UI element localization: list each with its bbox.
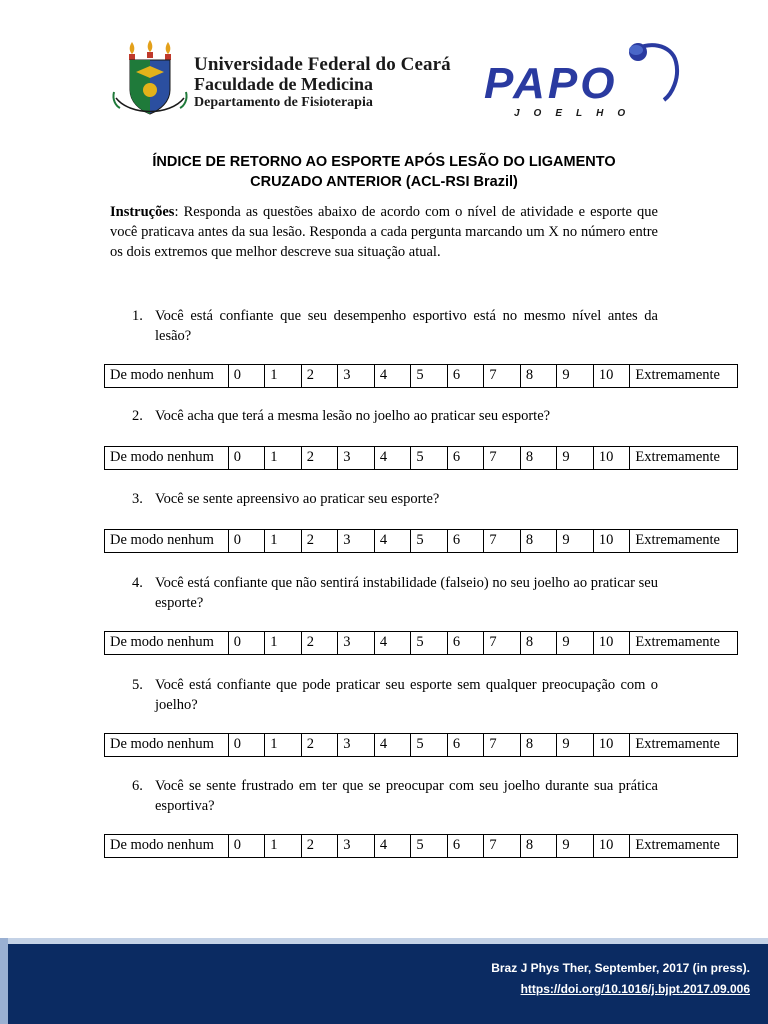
scale-option-1[interactable]: 1 [265,447,302,470]
scale-option-3[interactable]: 3 [338,632,375,655]
doi-link[interactable]: https://doi.org/10.1016/j.bjpt.2017.09.006 [520,982,750,996]
scale-option-8[interactable]: 8 [520,632,557,655]
scale-option-7[interactable]: 7 [484,365,521,388]
scale-option-6[interactable]: 6 [447,365,484,388]
scale-option-2[interactable]: 2 [301,447,338,470]
scale-row [105,447,738,470]
papo-joelho-logo [482,38,682,118]
ufc-crest-icon [110,40,190,120]
scale-option-9[interactable]: 9 [557,835,594,858]
scale-option-7[interactable]: 7 [484,447,521,470]
question-text: Você se sente frustrado em ter que se preocupar com seu joelho durante sua prática esportiva? [155,778,658,814]
faculty-name: Faculdade de Medicina [194,74,373,94]
scale-right-label: Extremamente [630,632,738,655]
papo-logo-subtext: JOELHO [514,108,640,118]
question-number: 2. [132,408,143,424]
scale-option-5[interactable]: 5 [411,835,448,858]
scale-option-6[interactable]: 6 [447,835,484,858]
scale-option-1[interactable]: 1 [265,632,302,655]
title-line-1: ÍNDICE DE RETORNO AO ESPORTE APÓS LESÃO DO LIGAMENTO [152,154,616,170]
scale-option-6[interactable]: 6 [447,632,484,655]
scale-option-0[interactable]: 0 [228,835,265,858]
question-3 [132,489,658,509]
scale-option-2[interactable]: 2 [301,530,338,553]
scale-option-3[interactable]: 3 [338,447,375,470]
scale-option-10[interactable]: 10 [593,530,630,553]
scale-option-2[interactable]: 2 [301,835,338,858]
scale-option-9[interactable]: 9 [557,632,594,655]
scale-option-2[interactable]: 2 [301,632,338,655]
question-text: Você está confiante que não sentirá instabilidade (falseio) no seu joelho ao praticar seu esporte? [155,575,658,611]
question-5 [132,675,658,715]
scale-option-1[interactable]: 1 [265,530,302,553]
scale-right-label: Extremamente [630,835,738,858]
scale-option-5[interactable]: 5 [411,365,448,388]
scale-option-1[interactable]: 1 [265,835,302,858]
instructions-paragraph [110,202,658,262]
scale-option-8[interactable]: 8 [520,447,557,470]
scale-option-6[interactable]: 6 [447,734,484,757]
scale-option-8[interactable]: 8 [520,835,557,858]
papo-logo-text: PAPO [484,59,618,108]
document-title [0,152,768,192]
scale-row [105,835,738,858]
scale-left-label: De modo nenhum [105,530,229,553]
institution-block [194,54,451,112]
question-number: 5. [132,677,143,693]
scale-option-3[interactable]: 3 [338,734,375,757]
scale-left-label: De modo nenhum [105,734,229,757]
scale-option-7[interactable]: 7 [484,835,521,858]
scale-option-8[interactable]: 8 [520,530,557,553]
scale-right-label: Extremamente [630,365,738,388]
scale-option-7[interactable]: 7 [484,530,521,553]
question-text: Você está confiante que pode praticar seu esporte sem qualquer preocupação com o joelho? [155,677,658,713]
question-6 [132,776,658,816]
question-number: 3. [132,491,143,507]
scale-option-5[interactable]: 5 [411,734,448,757]
department-name: Departamento de Fisioterapia [194,95,373,110]
question-1 [132,306,658,346]
scale-option-10[interactable]: 10 [593,835,630,858]
scale-option-5[interactable]: 5 [411,530,448,553]
question-text: Você se sente apreensivo ao praticar seu esporte? [155,491,440,507]
scale-option-5[interactable]: 5 [411,632,448,655]
scale-option-8[interactable]: 8 [520,365,557,388]
instructions-text: : Responda as questões abaixo de acordo com o nível de atividade e esporte que você praticava antes da sua lesão. Responda a cada pergunta marcando um X no número entre os dois extremos que melhor descreve sua situação atual. [110,204,658,260]
scale-option-4[interactable]: 4 [374,835,411,858]
scale-option-4[interactable]: 4 [374,530,411,553]
scale-option-10[interactable]: 10 [593,365,630,388]
scale-option-4[interactable]: 4 [374,632,411,655]
question-2 [132,406,658,426]
scale-option-8[interactable]: 8 [520,734,557,757]
scale-option-0[interactable]: 0 [228,447,265,470]
answer-scale-3 [104,529,738,553]
scale-option-9[interactable]: 9 [557,447,594,470]
document-header [110,38,710,128]
answer-scale-6 [104,834,738,858]
question-number: 4. [132,575,143,591]
scale-option-4[interactable]: 4 [374,447,411,470]
footer-top-stripe [0,938,768,944]
scale-row [105,632,738,655]
citation-block [491,958,750,1000]
scale-right-label: Extremamente [630,447,738,470]
answer-scale-1 [104,364,738,388]
scale-option-4[interactable]: 4 [374,734,411,757]
footer-banner [0,938,768,1024]
scale-option-10[interactable]: 10 [593,734,630,757]
scale-left-label: De modo nenhum [105,835,229,858]
instructions-label: Instruções [110,204,175,220]
scale-option-0[interactable]: 0 [228,734,265,757]
scale-option-1[interactable]: 1 [265,365,302,388]
scale-option-10[interactable]: 10 [593,632,630,655]
answer-scale-2 [104,446,738,470]
question-number: 1. [132,308,143,324]
scale-left-label: De modo nenhum [105,447,229,470]
scale-option-0[interactable]: 0 [228,632,265,655]
question-4 [132,573,658,613]
scale-option-6[interactable]: 6 [447,447,484,470]
scale-row [105,734,738,757]
scale-row [105,530,738,553]
question-number: 6. [132,778,143,794]
scale-right-label: Extremamente [630,530,738,553]
scale-option-1[interactable]: 1 [265,734,302,757]
scale-left-label: De modo nenhum [105,365,229,388]
scale-option-2[interactable]: 2 [301,365,338,388]
university-name: Universidade Federal do Ceará [194,54,451,75]
scale-option-2[interactable]: 2 [301,734,338,757]
scale-option-0[interactable]: 0 [228,530,265,553]
citation-text: Braz J Phys Ther, September, 2017 (in press). [491,961,750,975]
scale-option-3[interactable]: 3 [338,835,375,858]
scale-row [105,365,738,388]
scale-option-10[interactable]: 10 [593,447,630,470]
scale-right-label: Extremamente [630,734,738,757]
scale-option-7[interactable]: 7 [484,734,521,757]
question-text: Você está confiante que seu desempenho esportivo está no mesmo nível antes da lesão? [155,308,658,344]
question-text: Você acha que terá a mesma lesão no joelho ao praticar seu esporte? [155,408,551,424]
scale-option-4[interactable]: 4 [374,365,411,388]
scale-option-9[interactable]: 9 [557,734,594,757]
scale-option-9[interactable]: 9 [557,530,594,553]
answer-scale-4 [104,631,738,655]
scale-option-6[interactable]: 6 [447,530,484,553]
footer-left-edge [0,938,8,1024]
answer-scale-5 [104,733,738,757]
scale-left-label: De modo nenhum [105,632,229,655]
scale-option-9[interactable]: 9 [557,365,594,388]
scale-option-7[interactable]: 7 [484,632,521,655]
title-line-2: CRUZADO ANTERIOR (ACL-RSI Brazil) [250,174,518,190]
scale-option-3[interactable]: 3 [338,365,375,388]
scale-option-3[interactable]: 3 [338,530,375,553]
scale-option-5[interactable]: 5 [411,447,448,470]
scale-option-0[interactable]: 0 [228,365,265,388]
